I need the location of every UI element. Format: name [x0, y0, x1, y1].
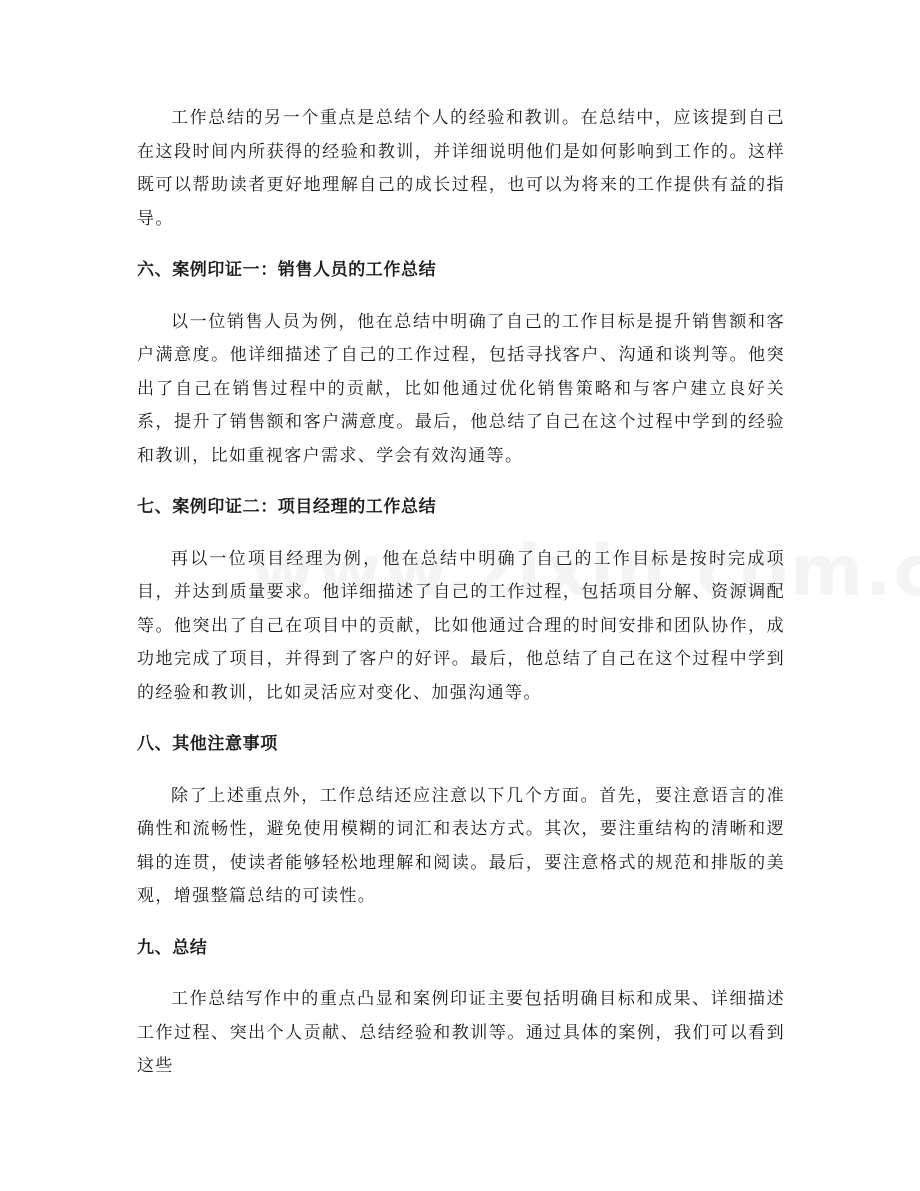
section-heading-7: 七、案例印证二：项目经理的工作总结 — [137, 497, 437, 517]
section-heading-8: 八、其他注意事项 — [137, 734, 278, 754]
section-heading-6: 六、案例印证一：销售人员的工作总结 — [137, 260, 437, 280]
section-9-paragraph: 工作总结写作中的重点凸显和案例印证主要包括明确目标和成果、详细描述工作过程、突出个人贡献、总结经验和教训等。通过具体的案例，我们可以看到这些 — [137, 989, 785, 1076]
section-8-paragraph: 除了上述重点外，工作总结还应注意以下几个方面。首先，要注意语言的准确性和流畅性，避免使用模糊的词汇和表达方式。其次，要注重结构的清晰和逻辑的连贯，使读者能够轻松地理解和阅读。最后，要注意格式的规范和排版的美观，增强整篇总结的可读性。 — [137, 785, 785, 906]
section-heading-9: 九、总结 — [137, 937, 208, 958]
section-6-paragraph: 以一位销售人员为例，他在总结中明确了自己的工作目标是提升销售额和客户满意度。他详细描述了自己的工作过程，包括寻找客户、沟通和谈判等。他突出了自己在销售过程中的贡献，比如他通过优化销售策略和与客户建立良好关系，提升了销售额和客户满意度。最后，他总结了自己在这个过程中学到的经验和教训，比如重视客户需求、学会有效沟通等。 — [137, 311, 785, 466]
document-page — [137, 102, 785, 1084]
intro-paragraph: 工作总结的另一个重点是总结个人的经验和教训。在总结中，应该提到自己在这段时间内所获得的经验和教训，并详细说明他们是如何影响到工作的。这样既可以帮助读者更好地理解自己的成长过程，也可以为将来的工作提供有益的指导。 — [137, 108, 785, 229]
section-7-paragraph: 再以一位项目经理为例，他在总结中明确了自己的工作目标是按时完成项目，并达到质量要求。他详细描述了自己的工作过程，包括项目分解、资源调配等。他突出了自己在项目中的贡献，比如他通过合理的时间安排和团队协作，成功地完成了项目，并得到了客户的好评。最后，他总结了自己在这个过程中学到的经验和教训，比如灵活应对变化、加强沟通等。 — [137, 548, 785, 703]
